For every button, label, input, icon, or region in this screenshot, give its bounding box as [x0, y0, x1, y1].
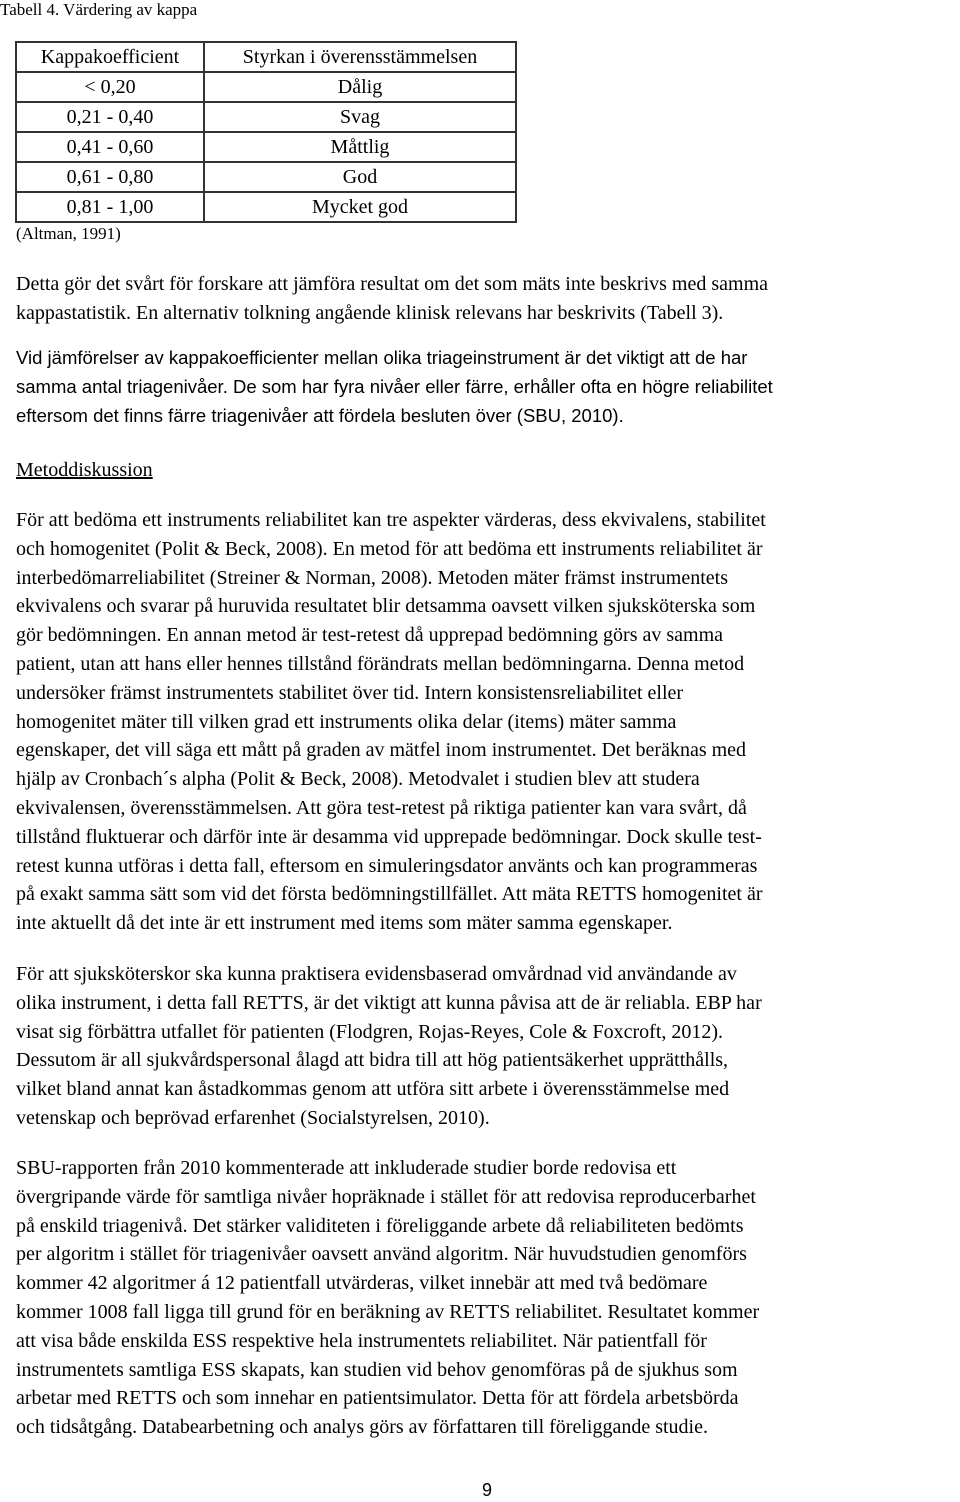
text-line: instrumentets samtliga ESS skapats, kan studien vid behov genomföras på de sjukhus som	[16, 1358, 738, 1381]
text-line: samma antal triagenivåer. De som har fyra nivåer eller färre, erhåller ofta en högre reliabilitet	[16, 375, 773, 397]
text-line: För att bedöma ett instruments reliabilitet kan tre aspekter värderas, dess ekvivalens, stabilitet	[16, 509, 766, 531]
text-line: arbetar med RETTS och som innehar en patientsimulator. Detta för att fördela arbetsbörda	[16, 1387, 739, 1410]
text-line: Vid jämförelser av kappakoefficienter mellan olika triageinstrument är det viktigt att de har	[16, 347, 748, 368]
table-cell: Svag	[204, 102, 516, 132]
text-line: gör bedömningen. En annan metod är test-retest då upprepad bedömning görs av samma	[16, 624, 724, 647]
text-line: olika instrument, i detta fall RETTS, är det viktigt att kunna påvisa att de är reliabla. EBP har	[16, 991, 762, 1014]
text-line: per algoritm i stället för triagenivåer oavsett använd algoritm. När huvudstudien genomförs	[16, 1243, 747, 1266]
paragraph-evidence-based	[16, 960, 946, 1133]
table-cell: Mycket god	[204, 192, 516, 222]
paragraph-method-discussion	[16, 506, 946, 938]
column-header-strength: Styrkan i överensstämmelsen	[204, 42, 516, 72]
kappa-table	[15, 41, 517, 223]
page-number: 9	[482, 1480, 493, 1500]
text-line: SBU-rapporten från 2010 kommenterade att inkluderade studier borde redovisa ett	[16, 1157, 677, 1179]
table-row	[16, 102, 516, 132]
text-line: homogenitet mäter till vilken grad ett instruments olika delar (items) mäter samma	[16, 710, 677, 733]
text-line: kappastatistik. En alternativ tolkning angående klinisk relevans har beskrivits (Tabell 3).	[16, 301, 724, 324]
text-line: För att sjuksköterskor ska kunna praktisera evidensbaserad omvårdnad vid användande av	[16, 963, 737, 985]
text-line: ekvivalens och svarar på huruvida resultatet blir detsamma oavsett vilken sjuksköterska som	[16, 595, 756, 618]
text-line: interbedömarreliabilitet (Streiner & Norman, 2008). Metoden mäter främst instrumentets	[16, 566, 729, 589]
table-cell: 0,61 - 0,80	[16, 162, 204, 192]
table-cell: God	[204, 162, 516, 192]
text-line: och tidsåtgång. Databearbetning och analys görs av författaren till föreliggande studie.	[16, 1416, 708, 1439]
paragraph-sbu-report	[16, 1154, 946, 1442]
text-line: att visa både enskilda ESS respektive hela instrumentets reliabilitet. När patientfall för	[16, 1329, 707, 1352]
text-line: egenskaper, det vill säga ett mått på graden av mätfel inom instrumentet. Det beräknas med	[16, 739, 747, 762]
text-line: kommer 1008 fall ligga till grund för en beräkning av RETTS reliabilitet. Resultatet kommer	[16, 1300, 760, 1323]
table-header-row	[16, 42, 516, 72]
text-line: ekvivalensen, överensstämmelsen. Att göra test-retest på riktiga patienter kan vara svårt, då	[16, 796, 747, 819]
table-cell: 0,81 - 1,00	[16, 192, 204, 222]
table-cell: 0,21 - 0,40	[16, 102, 204, 132]
table-cell: Måttlig	[204, 132, 516, 162]
table-source: (Altman, 1991)	[16, 224, 121, 243]
text-line: Dessutom är all sjukvårdspersonal ålagd att bidra till att hög patientsäkerhet upprätthålls,	[16, 1049, 729, 1072]
text-line: Detta gör det svårt för forskare att jämföra resultat om det som mäts inte beskrivs med samma	[16, 273, 769, 295]
text-line: undersöker främst instrumentets stabilitet över tid. Intern konsistensreliabilitet eller	[16, 681, 684, 704]
table-cell: < 0,20	[16, 72, 204, 102]
table-cell: Dålig	[204, 72, 516, 102]
text-line: kommer 42 algoritmer á 12 patientfall utvärderas, vilket innebär att med två bedömare	[16, 1272, 708, 1295]
table-row	[16, 192, 516, 222]
text-line: inte aktuellt då det inte är ett instrument med items som mäter samma egenskaper.	[16, 912, 673, 935]
table-row	[16, 162, 516, 192]
paragraph-triage-levels	[16, 344, 946, 430]
table-cell: 0,41 - 0,60	[16, 132, 204, 162]
text-line: vilket bland annat kan åstadkommas genom att utföra sitt arbete i överensstämmelse med	[16, 1078, 730, 1101]
table-caption: Tabell 4. Värdering av kappa	[0, 0, 198, 19]
text-line: eftersom det finns färre triagenivåer att fördela besluten över (SBU, 2010).	[16, 404, 624, 426]
table-row	[16, 132, 516, 162]
text-line: vetenskap och beprövad erfarenhet (Socialstyrelsen, 2010).	[16, 1106, 490, 1129]
text-line: och homogenitet (Polit & Beck, 2008). En metod för att bedöma ett instruments reliabilitet är	[16, 537, 763, 560]
text-line: övergripande värde för samtliga nivåer hopräknade i stället för att redovisa reproducerbarhet	[16, 1185, 756, 1208]
text-line: på enskild triagenivå. Det stärker validiteten i föreliggande arbete då reliabiliteten bedömts	[16, 1214, 744, 1237]
table-row	[16, 72, 516, 102]
text-line: retest kunna utföras i detta fall, eftersom en simuleringsdator använts och kan programmeras	[16, 854, 758, 877]
text-line: patient, utan att hans eller hennes tillstånd förändrats mellan bedömningarna. Denna metod	[16, 652, 745, 675]
section-heading: Metoddiskussion	[16, 459, 153, 481]
column-header-coefficient: Kappakoefficient	[16, 42, 204, 72]
text-line: hjälp av Cronbach´s alpha (Polit & Beck, 2008). Metodvalet i studien blev att studera	[16, 768, 700, 791]
paragraph-kappa-comparison	[16, 270, 946, 328]
text-line: tillstånd fluktuerar och därför inte är desamma vid upprepade bedömningar. Dock skulle test-	[16, 825, 762, 848]
text-line: på exakt samma sätt som vid det första bedömningstillfället. Att mäta RETTS homogenitet är	[16, 883, 763, 906]
text-line: visat sig förbättra utfallet för patienten (Flodgren, Rojas-Reyes, Cole & Foxcroft, 2012).	[16, 1020, 724, 1043]
